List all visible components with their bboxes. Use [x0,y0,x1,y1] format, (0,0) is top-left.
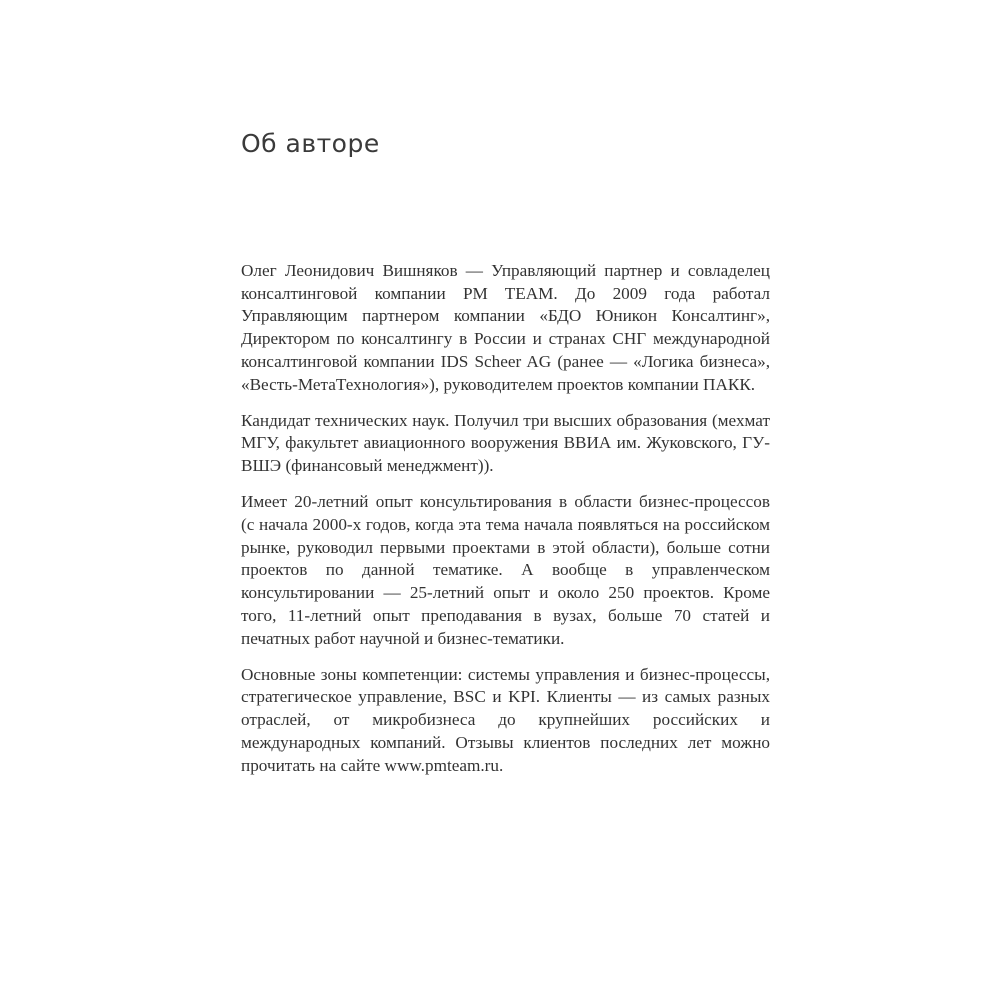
bio-paragraph-career: Олег Леонидович Вишняков — Управляющий партнер и совладелец консалтинговой компании PM TEAM. До 2009 года работал Управляющим партнером компании «БДО Юникон Консалтинг», Директором по консалтингу в России и странах СНГ международной консалтинговой компании IDS Scheer AG (ранее — «Логика бизнеса», «Весть-МетаТехнология»), руководителем проектов компании ПАКК. [241,261,770,394]
bio-paragraph-competencies: Основные зоны компетенции: системы управления и бизнес-процессы, стратегическое управление, BSC и KPI. Клиенты — из самых разных отраслей, от микробизнеса до крупнейших российских и международных компаний. Отзывы клиентов последних лет можно прочитать на сайте www.pmteam.ru. [241,664,770,775]
bio-paragraph-experience: Имеет 20-летний опыт консультирования в области бизнес-процессов (с начала 2000-х годов, когда эта тема начала появляться на российском рынке, руководил первыми проектами в этой области), больше сотни проектов по данной тематике. А вообще в управленческом консультировании — 25-летний опыт и около 250 проектов. Кроме того, 11-летний опыт преподавания в вузах, больше 70 статей и печатных работ научной и бизнес-тематики. [241,492,770,648]
bio-paragraph-education: Кандидат технических наук. Получил три высших образования (мехмат МГУ, факультет авиационного вооружения ВВИА им. Жуковского, ГУ-ВШЭ (финансовый менеджмент)). [241,410,770,476]
page-title: Об авторе [241,129,380,158]
author-bio [241,260,770,791]
